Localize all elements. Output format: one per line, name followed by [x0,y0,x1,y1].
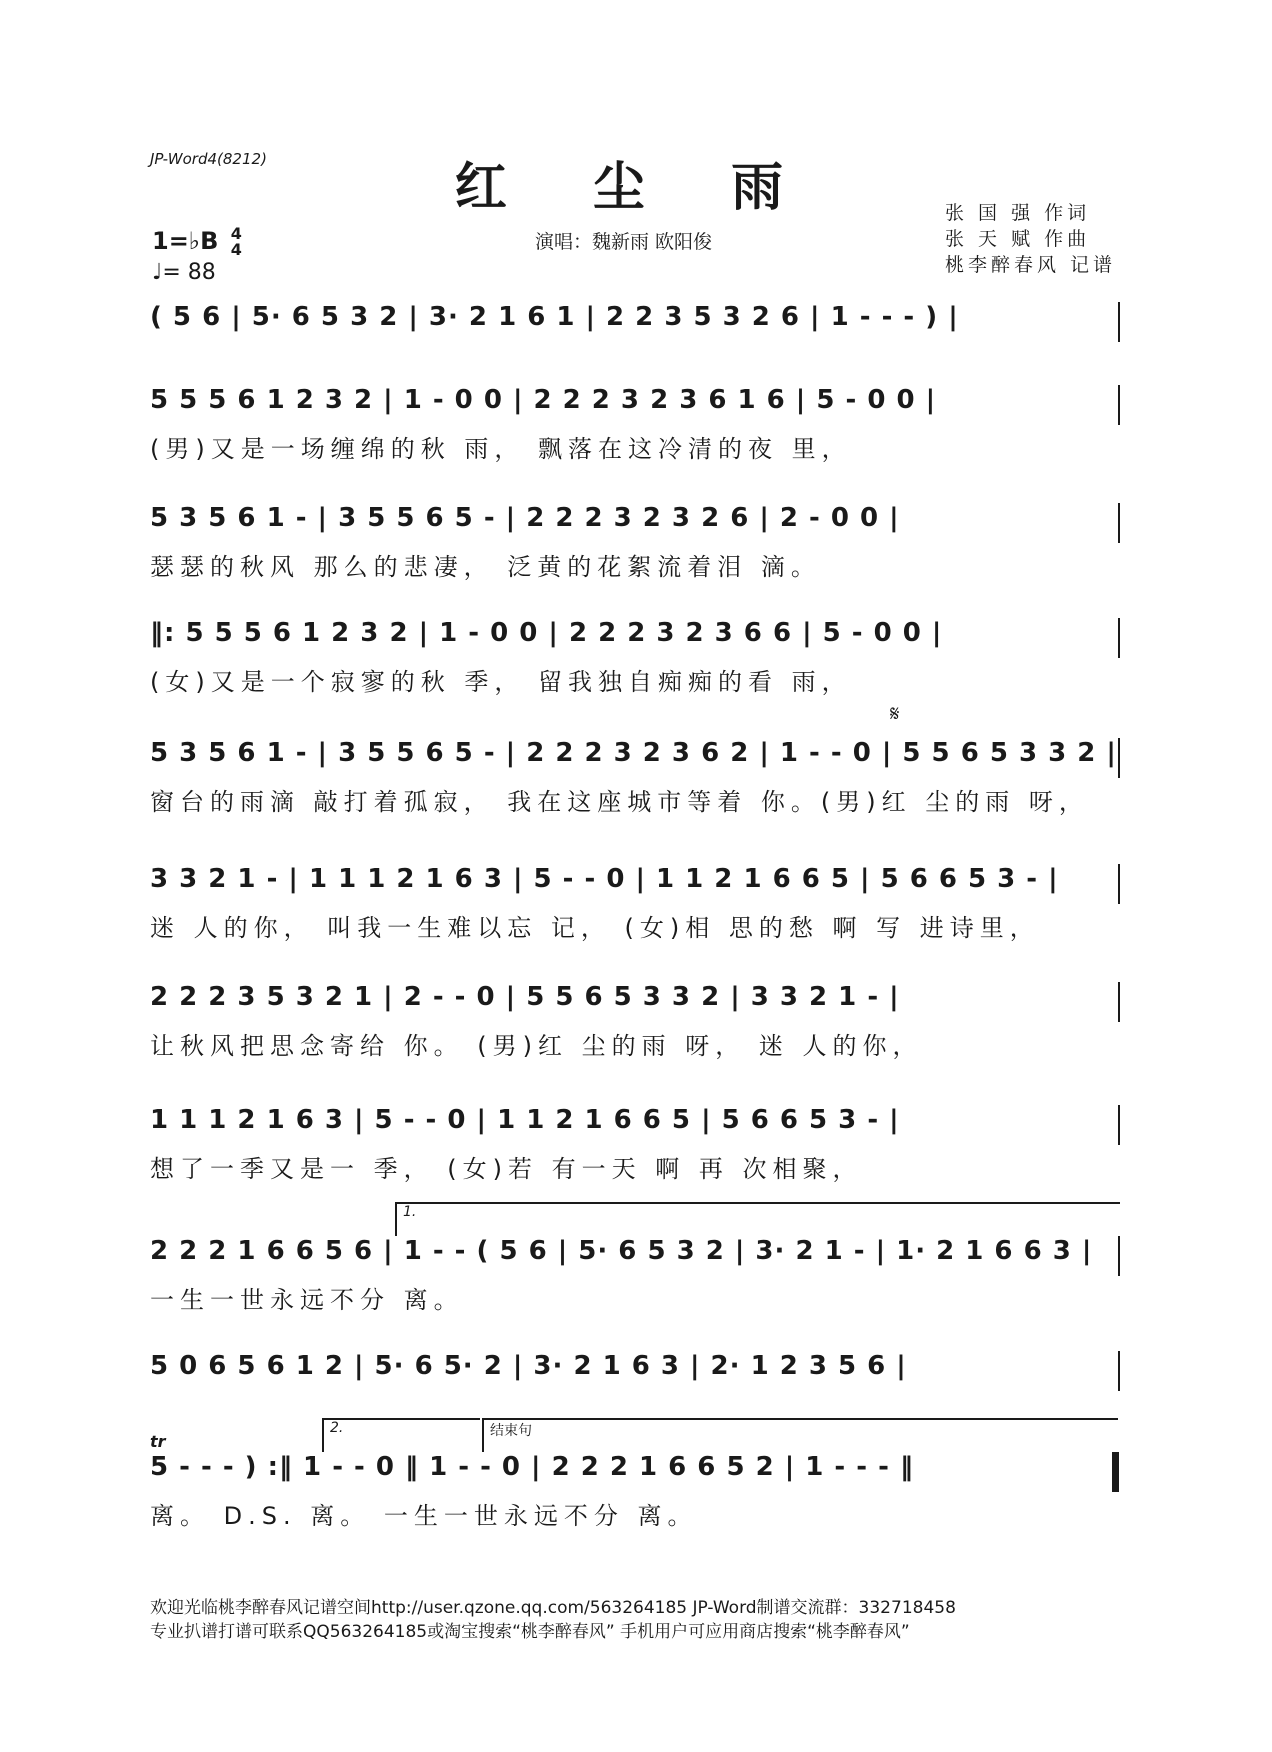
notes-line: 5 0 6 5 6 1 2 | 5· 6 5· 2 | 3· 2 1 6 3 | 2· 1 2 3 5 6 | [150,1351,907,1381]
notes-line: ‖: 5 5 5 6 1 2 3 2 | 1 - 0 0 | 2 2 2 3 2 3 6 6 | 5 - 0 0 | [150,618,943,648]
time-bottom: 4 [230,240,242,259]
lyric-line: 窗台的雨滴 敲打着孤寂， 我在这座城市等着 你。(男)红 尘的雨 呀， [150,788,1089,816]
lyric-line: 一生一世永远不分 离。 [150,1286,464,1314]
barline [1118,1236,1120,1276]
lyric-line: 让秋风把思念寄给 你。 (男)红 尘的雨 呀， 迷 人的你， [150,1032,923,1060]
barline [1118,982,1120,1022]
lyric-line: 想了一季又是一 季， (女)若 有一天 啊 再 次相聚， [150,1155,863,1183]
key-label: 1=♭B [152,227,219,255]
trill-mark: tr [150,1432,166,1451]
barline [1118,864,1120,904]
final-barline [1112,1452,1119,1492]
notes-line: 2 2 2 1 6 6 5 6 | 1 - - ( 5 6 | 5· 6 5 3 2 | 3· 2 1 - | 1· 2 1 6 6 3 | [150,1236,1093,1266]
software-label: JP-Word4(8212) [150,150,267,168]
lyric-line: 瑟瑟的秋风 那么的悲凄， 泛黄的花絮流着泪 滴。 [150,553,821,581]
segno-sign: 𝄋 [890,702,900,727]
barline [1118,302,1120,342]
lyric-line: 迷 人的你， 叫我一生难以忘 记， (女)相 思的愁 啊 写 进诗里， [150,914,1040,942]
notes-line: 1 1 1 2 1 6 3 | 5 - - 0 | 1 1 2 1 6 6 5 | 5 6 6 5 3 - | [150,1105,900,1135]
song-title: 红 尘 雨 [454,157,818,218]
barline [1118,385,1120,425]
notes-line: 5 3 5 6 1 - | 3 5 5 6 5 - | 2 2 2 3 2 3 2 6 | 2 - 0 0 | [150,503,900,533]
barline [1118,1351,1120,1391]
volta-2-bracket: 2. [322,1418,480,1452]
notes-line: 5 3 5 6 1 - | 3 5 5 6 5 - | 2 2 2 3 2 3 6 2 | 1 - - 0 | 5 5 6 5 3 3 2 | [150,738,1117,768]
tempo-mark: ♩= 88 [152,260,216,285]
notes-line: 5 - - - ) :‖ 1 - - 0 ‖ 1 - - 0 | 2 2 2 1 6 6 5 2 | 1 - - - ‖ [150,1452,914,1482]
notes-line: 3 3 2 1 - | 1 1 1 2 1 6 3 | 5 - - 0 | 1 1 2 1 6 6 5 | 5 6 6 5 3 - | [150,864,1059,894]
credits-block [945,200,1116,278]
notes-line: 2 2 2 3 5 3 2 1 | 2 - - 0 | 5 5 6 5 3 3 2 | 3 3 2 1 - | [150,982,900,1012]
notes-line: 5 5 5 6 1 2 3 2 | 1 - 0 0 | 2 2 2 3 2 3 6 1 6 | 5 - 0 0 | [150,385,937,415]
footer-line-2: 专业扒谱打谱可联系QQ563264185或淘宝搜索“桃李醉春风” 手机用户可应用商店搜索“桃李醉春风” [150,1622,910,1642]
transcriber-credit: 桃李醉春风 记谱 [945,254,1117,276]
footer-line-1: 欢迎光临桃李醉春风记谱空间http://user.qzone.qq.com/563264185 JP-Word制谱交流群：332718458 [150,1598,956,1618]
notes-line: ( 5 6 | 5· 6 5 3 2 | 3· 2 1 6 1 | 2 2 3 5 3 2 6 | 1 - - - ) | [150,302,959,332]
lyricist-credit: 张 国 强 作词 [945,202,1091,224]
volta-1-bracket: 1. [395,1202,1120,1236]
barline [1118,618,1120,658]
singer-line: 演唱：魏新雨 欧阳俊 [535,231,713,253]
lyric-line: (男)又是一场缠绵的秋 雨， 飘落在这冷清的夜 里， [150,435,852,463]
time-top: 4 [230,224,242,243]
key-signature [152,226,242,258]
lyric-line: 离。 D.S. 离。 一生一世永远不分 离。 [150,1502,698,1530]
ending-phrase-bracket: 结束句 [482,1418,1118,1452]
barline [1118,503,1120,543]
lyric-line: (女)又是一个寂寥的秋 季， 留我独自痴痴的看 雨， [150,668,852,696]
composer-credit: 张 天 赋 作曲 [945,228,1091,250]
barline [1118,1105,1120,1145]
barline [1118,738,1120,778]
time-signature [231,226,242,258]
